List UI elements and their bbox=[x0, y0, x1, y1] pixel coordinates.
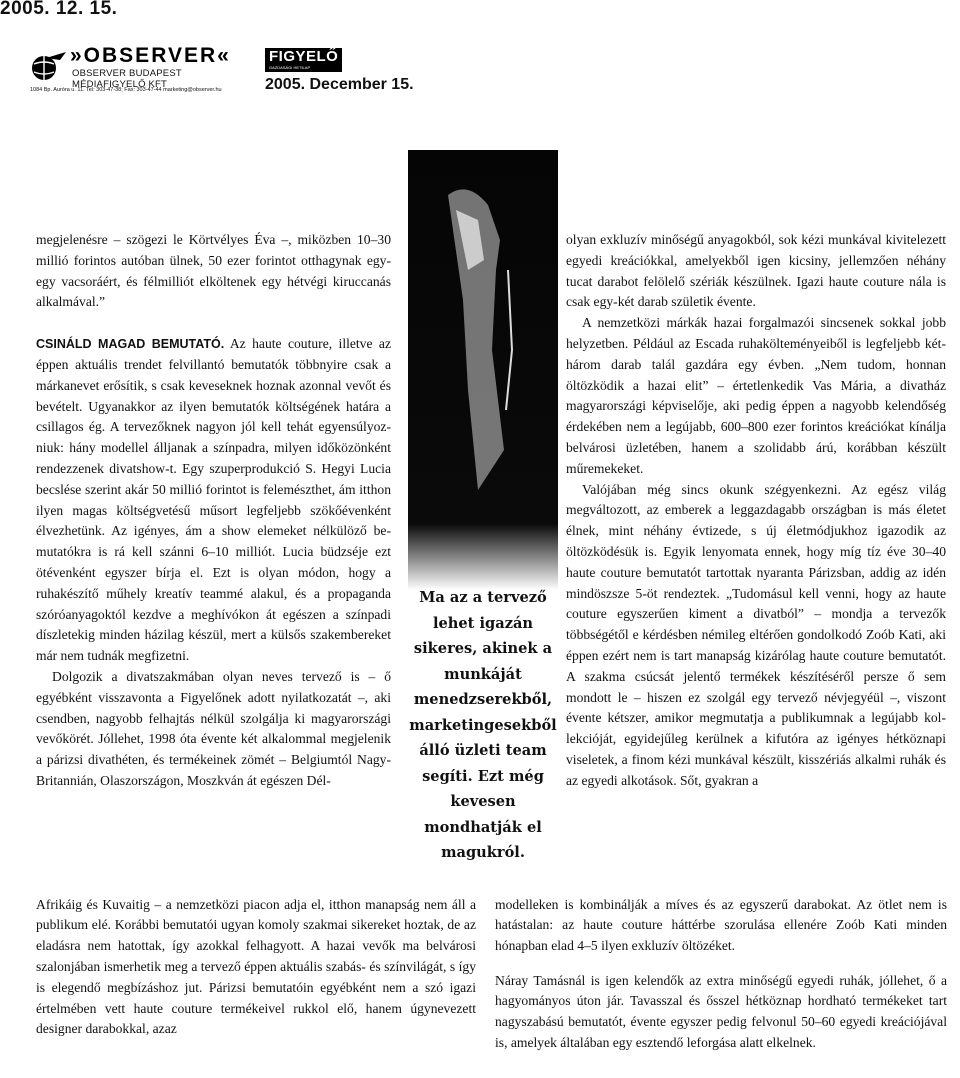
paragraph: A nemzetközi márkák hazai forgalmazói sincsenek sokkal jobb helyzetben. Például az Escada ruhakölteményeiből is legfeljebb két-három darab talál gazdára egy évben. „Nem tudom, honnan öltözködik a hazai elit” – értetlenkedik Vas Mária, a divatház magyarországi képviselője, aki pedig éppen a nagyobb kelendőség érdekében nem a legújabb, 600–800 ezer forintos kreációkat kínálja belvárosi üzletében, hanem a szolidabb árú, korábban készült műremekeket. bbox=[566, 315, 946, 476]
clipping-date: 2005. 12. 15. bbox=[0, 0, 118, 19]
article-column-right bbox=[566, 230, 946, 792]
article-photo bbox=[408, 150, 558, 590]
paragraph: Afrikáig és Kuvaitig – a nemzetközi piacon adja el, itthon manapság nem áll a publikum elé. Korábbi bemutatói ugyan komoly szakmai sikereket hoztak, de az eladásra nem hatottak, így azokkal felhagyott. A hazai vevők ma belvárosi szalonjában ismerhetik meg a tervező éppen aktuális szabás- és színvilágát, s így is elegendő megbízáshoz jut. Párizsi bemutatóin egyébként nem a szó igazi értelmében vett haute couture termékeivel rukkol elő, hanem úgynevezett designer darabokkal, azaz bbox=[36, 896, 476, 1037]
publication-tagline: GAZDASÁGI HETILAP bbox=[269, 65, 311, 70]
observer-wordmark: »OBSERVER« bbox=[70, 44, 231, 67]
pull-quote: Ma az a tervező lehet igazán sikeres, akinek a munkáját menedzserekből, marketingesekből álló üzleti team segíti. Ezt még kevesen mondhatják el magukról. bbox=[409, 589, 557, 861]
paragraph: Valójában még sincs okunk szégyenkezni. Az egész világ megváltozott, az emberek a leggazdagabb országban is más életet élnek, mint néhány évtizede, s új életmódjukhoz igazodik az öltözködésük is. Egyik lenyomata ennek, hogy míg tíz éve 30–40 haute couture bemutatót tartottak nyaranta Párizsban, addig az idén mindöszsze 5-öt rendeztek. „Tudomásul kell venni, hogy az haute couture egyszerűen kiment a divatból” – mondja a tervezők többségétől e kérdésben némileg eltérően gondolkodó Zoób Kati, aki éppen ezért nem is tart manapság kizárólag haute couture bemutatót. A szakma csúcsát jelentő termékek készítéséről persze ő sem mondott le – hiszen ez szolgál egy tervező névjegyéül –, viszont évente kétszer, amikor megmutatja a publikumnak a legújabb kollekcióját, egyidejűleg kerülnek a kifutóra az igényes hétköznapi viseletek, a finom kézi munkával készült, kisszériás alkalmi ruhák és az egyedi alkotások. Sőt, gyakran a bbox=[566, 481, 946, 788]
article-bottom-right bbox=[495, 881, 947, 1067]
paragraph: Dolgozik a divatszakmában olyan neves tervező is – ő egyébként visszavonta a Figyelőnek adott nyilatkozatát –, aki csendben, nagyobb felhajtás nélkül szolgálja ki magyarországi vevőkörét. Jóllehet, 1998 óta évente két alkalommal megjelenik a párizsi divathéten, és termékeinek zömét – Belgiumtól Nagy-Britannián, Olaszországon, Moszkván át egészen Dél- bbox=[36, 668, 391, 788]
observer-subtitle: OBSERVER BUDAPEST MÉDIAFIGYELŐ KFT bbox=[72, 68, 182, 90]
observer-contact: 1084 Bp. Auróra u. 11. Tel: 303-47-38; Fax: 303-47-44 marketing@observer.hu bbox=[30, 87, 222, 93]
globe-arrow-icon bbox=[30, 50, 70, 84]
paragraph: olyan exkluzív minőségű anyagokból, sok kézi munkával kivitelezett egyedi kreációkkal, amelyekből igen kicsiny, jellemzően néhány tucat darabot felölelő szériák készülnek. Igazi haute couture nála is csak egy-két darab születik évente. bbox=[566, 232, 946, 310]
paragraph-text: Az haute couture, illetve az éppen aktuális trendet felvillantó bemutatók többnyire csak a márkanevet erősítik, s csak keveseknek hoznak azonnal vevőt és bevételt. Ugyanakkor az ilyen bemutatók költségének határa a csillagos ég. A tervezőknek nagyon jól kell tehát egyensúlyozniuk: hány modellel álljanak a színpadra, milyen időközönként rendezzenek divatshow-t. Egy szuperprodukció S. Hegyi Lucia becslése szerint akár 50 millió forintot is felemészthet, ám itthon ilyen magas költségvetésű műsort legfeljebb szökőévenként élvezhetünk. Az igényes, ám a show elemeket nélkülöző bemutatókra is rá kell szánni 6–10 milliót. Lucia büdzséje ezt ötévenként egyszer bírja el. Ezt is olyan módon, hogy a ruhakészítő műhely kreatív teammé alakul, és a propaganda szóróanyagoktól kezdve a meghívókon át egészen a színpadi díszletekig minden házilag készül, mert a külsős szakembereket már nem tudnák megfizetni. bbox=[36, 336, 391, 664]
article-column-left bbox=[36, 230, 391, 792]
subhead: CSINÁLD MAGAD BEMUTATÓ. bbox=[36, 337, 225, 352]
paragraph: modelleken is kombinálják a míves és az egyszerű darabokat. Az ötlet nem is hatástalan: az haute couture háttérbe szorulása ellenére Zoób Kati minden hónapban elad 4–5 ilyen exkluzív öltözéket. bbox=[495, 896, 947, 954]
issue-date: 2005. December 15. bbox=[265, 76, 414, 93]
paragraph bbox=[36, 334, 391, 667]
paragraph: megjelenésre – szögezi le Körtvélyes Éva –, miközben 10–30 millió forintos autóban ülnek, 50 ezer forintot otthagynak egy-egy vacsoráért, és félmilliót elköltenek egy hétvégi kiruccanás alkalmával.” bbox=[36, 232, 391, 310]
article-bottom-left bbox=[36, 881, 476, 1054]
publication-name: FIGYELŐ bbox=[269, 48, 339, 65]
observer-logo bbox=[30, 44, 255, 100]
paragraph: Náray Tamásnál is igen kelendők az extra minőségű egyedi ruhák, jóllehet, ő a hagyományos úton jár. Tavasszal és ősszel hétköznap hordható termékeket tart nagyszabású bemutatót, évente egyszer pedig felvonul 50–60 egyedi kreációjával is, amelyek általában egy esztendő leforgása alatt elkelnek. bbox=[495, 972, 947, 1050]
publication-logo bbox=[265, 48, 342, 72]
